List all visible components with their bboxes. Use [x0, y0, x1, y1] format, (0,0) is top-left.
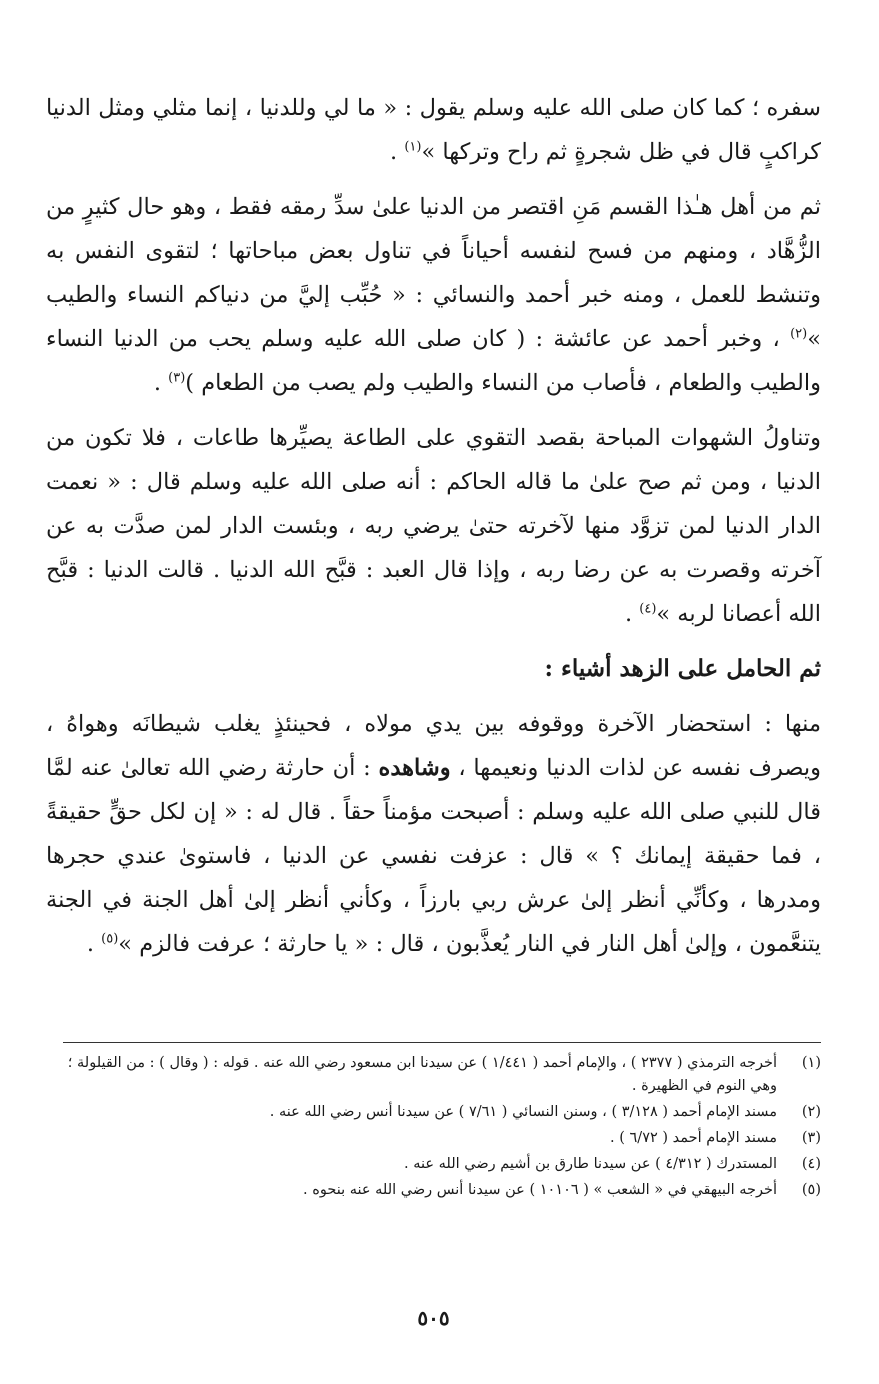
paragraph-1-text: سفره ؛ كما كان صلى الله عليه وسلم يقول : « ما لي وللدنيا ، إنما مثلي ومثل الدنيا كراكبٍ قال في ظل شجرةٍ ثم راح وتركها »	[46, 95, 821, 165]
footnote-ref-1[interactable]: (١)	[404, 139, 422, 155]
paragraph-2	[46, 185, 821, 405]
paragraph-4-text-a: منها : استحضار الآخرة ووقوفه بين يدي مولاه ، فحينئذٍ يغلب شيطانَه وهواهُ ، ويصرف نفسه عن لذات الدنيا ونعيمها ،	[46, 711, 821, 781]
footnote-text: مسند الإمام أحمد ( ٣/١٢٨ ) ، وسنن النسائي ( ٧/٦١ ) عن سيدنا أنس رضي الله عنه .	[269, 1104, 777, 1120]
paragraph-3	[46, 416, 821, 636]
paragraph-3-tail: .	[624, 601, 640, 627]
footnote-ref-4[interactable]: (٤)	[639, 601, 657, 617]
footnote-text: أخرجه البيهقي في « الشعب » ( ١٠١٠٦ ) عن سيدنا أنس رضي الله عنه بنحوه .	[303, 1182, 777, 1198]
page-number: ٥٠٥	[417, 1306, 450, 1330]
paragraph-4-tail: .	[86, 931, 102, 957]
book-page	[46, 86, 821, 1384]
footnote-number: (٤)	[801, 1156, 821, 1172]
footnote-ref-5[interactable]: (٥)	[101, 931, 119, 947]
footnote-text: المستدرك ( ٤/٣١٢ ) عن سيدنا طارق بن أشيم رضي الله عنه .	[404, 1156, 777, 1172]
footnote-number: (٢)	[801, 1104, 821, 1120]
paragraph-1-tail: .	[390, 139, 405, 165]
footnote-item	[46, 1153, 821, 1176]
footnote-item	[46, 1052, 821, 1098]
footnote-divider	[63, 1042, 821, 1043]
footnote-number: (١)	[801, 1055, 821, 1071]
footnote-number: (٥)	[801, 1182, 821, 1198]
paragraph-3-text: وتناولُ الشهوات المباحة بقصد التقوي على الطاعة يصيِّرها طاعات ، فلا تكون من الدنيا ، ومن ثم صح علىٰ ما قاله الحاكم : أنه صلى الله عليه وسلم قال : « نعمت الدار الدنيا لمن تزوَّد منها لآخرته حتىٰ يرضي ربه ، وبئست الدار لمن صدَّت به عن آخرته وقصرت به عن رضا ربه ، وإذا قال العبد : قبَّح الله الدنيا . قالت الدنيا : قبَّح الله أعصانا لربه »	[46, 425, 821, 627]
footnote-item	[46, 1127, 821, 1150]
paragraph-2-text: ثم من أهل هـٰذا القسم مَنِ اقتصر من الدنيا علىٰ سدِّ رمقه فقط ، وهو حال كثيرٍ من الزُّهَّاد ، ومنهم من فسح لنفسه أحياناً في تناول بعض مباحاتها ؛ لتقوى النفس به وتنشط للعمل ، ومنه خبر أحمد والنسائي : « حُبِّب إليَّ من دنياكم النساء والطيب »	[46, 194, 821, 352]
footnote-ref-3[interactable]: (٣)	[168, 370, 186, 386]
footnote-text: أخرجه الترمذي ( ٢٣٧٧ ) ، والإمام أحمد ( ١/٤٤١ ) عن سيدنا ابن مسعود رضي الله عنه . قوله : ( وقال ) : من القيلولة ؛ وهي النوم في الظهيرة .	[67, 1055, 777, 1094]
section-heading: ثم الحامل على الزهد أشياء :	[544, 655, 821, 682]
paragraph-1	[46, 86, 821, 174]
paragraph-4	[46, 702, 821, 966]
paragraph-2-tail: ، وخبر أحمد عن عائشة : ( كان صلى الله عليه وسلم يحب من الدنيا النساء والطيب والطعام ، فأصاب من النساء والطيب ولم يصب من الطعام )	[46, 326, 821, 396]
footnote-text: مسند الإمام أحمد ( ٦/٧٢ ) .	[610, 1130, 777, 1146]
footnote-item	[46, 1101, 821, 1124]
footnote-item	[46, 1179, 821, 1202]
footnotes	[46, 1052, 821, 1205]
footnote-number: (٣)	[801, 1130, 821, 1146]
paragraph-4-text-b: : أن حارثة رضي الله تعالىٰ عنه لمَّا قال للنبي صلى الله عليه وسلم : أصبحت مؤمناً حقاً . قال له : « إن لكل حقٍّ حقيقةً ، فما حقيقة إيمانك ؟ » قال : عزفت نفسي عن الدنيا ، فاستوىٰ عندي حجرها ومدرها ، وكأنِّي أنظر إلىٰ عرش ربي بارزاً ، وكأني أنظر إلىٰ أهل الجنة في الجنة يتنعَّمون ، وإلىٰ أهل النار في النار يُعذَّبون ، قال : « يا حارثة ؛ عرفت فالزم »	[46, 755, 821, 957]
footnote-ref-2[interactable]: (٢)	[790, 326, 808, 342]
paragraph-4-bold-word: وشاهده	[378, 755, 451, 781]
paragraph-2-tail-2: .	[153, 370, 169, 396]
